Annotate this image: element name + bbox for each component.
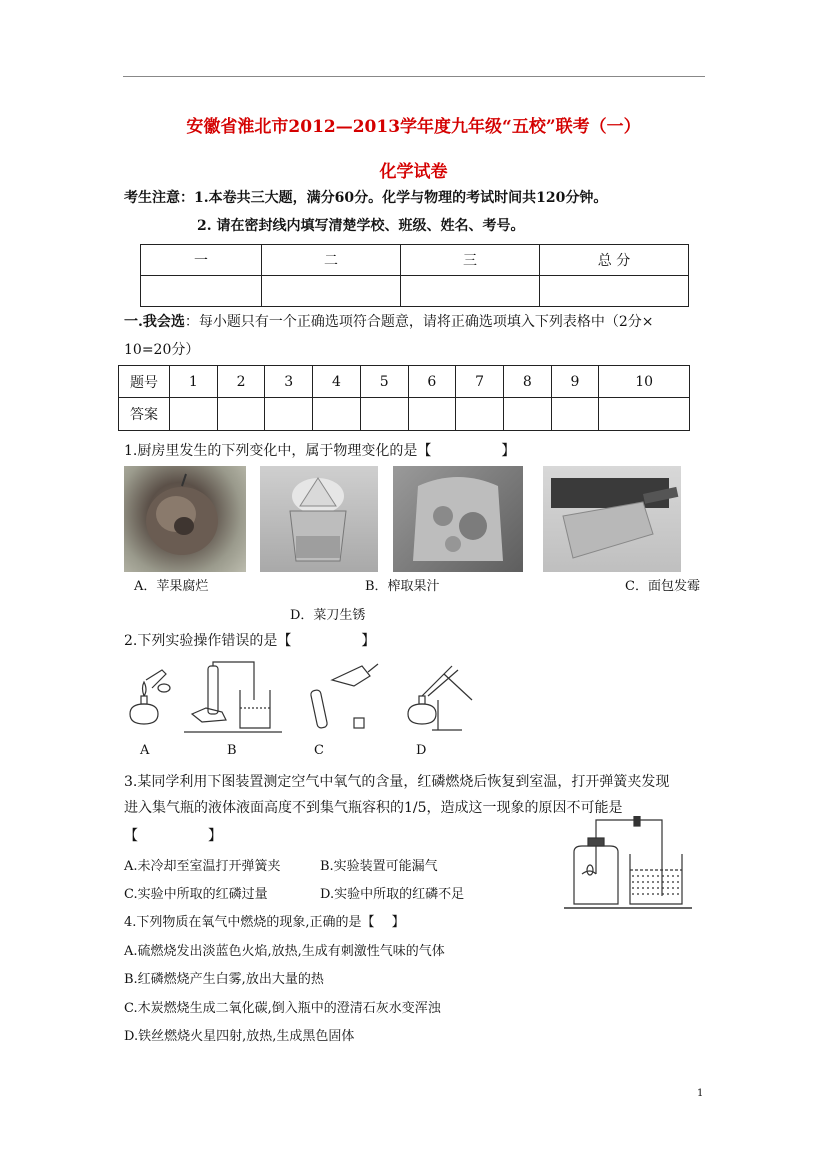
page-title: 安徽省淮北市2012—2013学年度九年级“五校”联考（一） [186, 117, 641, 137]
answer-cell[interactable] [599, 398, 690, 431]
q2-stem: 2.下列实验操作错误的是【 】 [124, 633, 376, 649]
answer-num: 4 [313, 366, 361, 398]
rotten-apple-photo-art [124, 466, 246, 572]
answer-num: 3 [265, 366, 313, 398]
combustion-spoon [582, 871, 596, 874]
diagram-c [310, 664, 378, 729]
answer-num: 5 [360, 366, 408, 398]
answer-row1-label: 题号 [119, 366, 170, 398]
answer-cell[interactable] [170, 398, 218, 431]
oxygen-measurement-apparatus [564, 816, 694, 912]
q3-stem-1: 3.某同学利用下图装置测定空气中氧气的含量，红磷燃烧后恢复到室温，打开弹簧夹发现 [124, 774, 670, 790]
q2-label-b: B [227, 743, 237, 758]
connecting-tube [596, 820, 662, 896]
section1-heading [124, 311, 654, 331]
beaker [630, 854, 682, 904]
rusty-knife-photo-art [543, 466, 681, 572]
bottle-stopper [588, 838, 604, 846]
juicer-photo-art [260, 466, 378, 572]
diagram-a [130, 670, 170, 724]
answer-num: 8 [503, 366, 551, 398]
q2-label-c: C [314, 743, 324, 758]
answer-cell[interactable] [456, 398, 504, 431]
score-header-1: 一 [141, 245, 262, 276]
section1-heading-text: ：每小题只有一个正确选项符合题意，请将正确选项填入下列表格中（2分× [184, 314, 654, 330]
answer-cell[interactable] [503, 398, 551, 431]
answer-num: 1 [170, 366, 218, 398]
q2-label-d: D [416, 743, 427, 758]
notice-line-2: 2. 请在密封线内填写清楚学校、班级、姓名、考号。 [197, 218, 525, 234]
score-header-3: 三 [401, 245, 540, 276]
q1-option-c: C．面包发霉 [625, 579, 700, 594]
rotten-apple-photo [124, 466, 246, 572]
header-rule [123, 76, 705, 77]
score-table [140, 244, 689, 307]
answer-cell[interactable] [265, 398, 313, 431]
notice-line-1: 考生注意：1.本卷共三大题，满分60分。化学与物理的考试时间共120分钟。 [124, 190, 608, 206]
section1-heading-2: 10=20分） [124, 342, 200, 358]
answer-table [118, 365, 690, 431]
q3-option-b: B.实验装置可能漏气 [320, 859, 438, 874]
q1-option-a: A．苹果腐烂 [134, 579, 209, 594]
score-cell-3[interactable] [401, 276, 540, 307]
q4-option-b: B.红磷燃烧产生白雾,放出大量的热 [124, 972, 324, 987]
section1-heading-bold: 一.我会选 [124, 314, 185, 330]
answer-num: 2 [217, 366, 265, 398]
answer-num: 7 [456, 366, 504, 398]
page-subtitle: 化学试卷 [379, 162, 448, 182]
answer-row2-label: 答案 [119, 398, 170, 431]
spring-clamp [634, 816, 640, 826]
answer-cell[interactable] [551, 398, 599, 431]
q3-option-d: D.实验中所取的红磷不足 [320, 887, 465, 902]
q1-option-d: D．菜刀生锈 [290, 608, 366, 623]
score-cell-1[interactable] [141, 276, 262, 307]
answer-cell[interactable] [217, 398, 265, 431]
q1-stem: 1.厨房里发生的下列变化中，属于物理变化的是【 】 [124, 443, 516, 459]
q3-option-c: C.实验中所取的红磷过量 [124, 887, 268, 902]
q4-option-c: C.木炭燃烧生成二氧化碳,倒入瓶中的澄清石灰水变浑浊 [124, 1001, 441, 1016]
score-header-2: 二 [262, 245, 401, 276]
diagram-b [184, 662, 282, 732]
score-header-total: 总 分 [540, 245, 689, 276]
answer-num: 10 [599, 366, 690, 398]
answer-cell[interactable] [408, 398, 456, 431]
q2-label-a: A [140, 743, 150, 758]
answer-num: 9 [551, 366, 599, 398]
rusty-knife-photo [543, 466, 681, 572]
q3-stem-2: 进入集气瓶的液体液面高度不到集气瓶容积的1/5，造成这一现象的原因不可能是 [124, 800, 623, 816]
q3-bracket: 【 】 [124, 828, 222, 844]
score-cell-total[interactable] [540, 276, 689, 307]
moldy-bread-photo-art [393, 466, 523, 572]
diagram-d [408, 666, 472, 730]
answer-cell[interactable] [360, 398, 408, 431]
q4-stem: 4.下列物质在氧气中燃烧的现象,正确的是【 】 [124, 915, 405, 930]
moldy-bread-photo [393, 466, 523, 572]
q4-option-a: A.硫燃烧发出淡蓝色火焰,放热,生成有刺激性气味的气体 [124, 944, 445, 959]
page-number: 1 [697, 1088, 704, 1099]
q3-option-a: A.未冷却至室温打开弹簧夹 [124, 859, 281, 874]
answer-cell[interactable] [313, 398, 361, 431]
answer-num: 6 [408, 366, 456, 398]
q4-option-d: D.铁丝燃烧火星四射,放热,生成黑色固体 [124, 1029, 355, 1044]
juicer-photo [260, 466, 378, 572]
q1-option-b: B．榨取果汁 [365, 579, 440, 594]
score-cell-2[interactable] [262, 276, 401, 307]
lab-operation-diagrams [122, 660, 482, 740]
